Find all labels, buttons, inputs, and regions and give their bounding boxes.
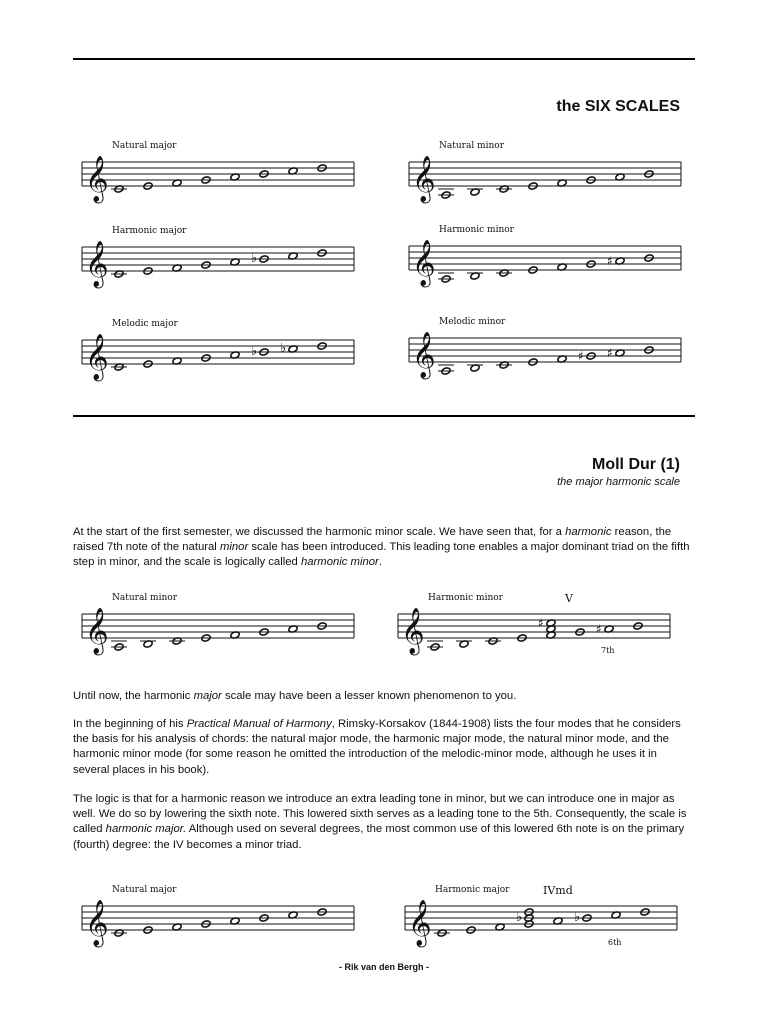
- text-run: Although used on several degrees, the most common use of this lowered 6th note is on the primary (fourth) degree: the IV becomes a minor triad.: [73, 823, 685, 851]
- section-title-moll-dur: Moll Dur (1): [592, 456, 680, 473]
- treble-clef: 𝄞: [85, 334, 109, 380]
- text-run: In the beginning of his: [73, 718, 187, 730]
- scale-label: Harmonic major: [435, 885, 510, 895]
- sharp-sign: ♯: [538, 616, 544, 630]
- emphasis: minor: [219, 541, 249, 554]
- interval-annotation: 6th: [608, 938, 622, 947]
- emphasis: major: [193, 690, 222, 702]
- text-run: At the start of the first semester, we discussed the harmonic minor scale. We have seen that, for a: [73, 526, 566, 538]
- staff-harmonic-minor: [409, 222, 681, 286]
- scale-label: Natural minor: [439, 141, 504, 151]
- example-harmonic-major: [405, 882, 677, 947]
- example-natural-minor: [82, 590, 354, 654]
- sharp-sign: ♯: [607, 346, 613, 360]
- paragraph-intro: [73, 525, 695, 571]
- scale-label: Harmonic minor: [428, 593, 503, 603]
- section-title-six-scales: the SIX SCALES: [556, 98, 680, 115]
- treble-clef: 𝄞: [412, 156, 436, 202]
- flat-sign: ♭: [251, 251, 258, 266]
- treble-clef: 𝄞: [412, 240, 436, 286]
- treble-clef: 𝄞: [412, 332, 436, 378]
- scale-label: Natural major: [112, 141, 177, 151]
- flat-sign: ♭: [516, 910, 523, 925]
- text-run: , Rimsky-Korsakov (1844-1908) lists the four modes that he considers the basis for his analysis of chords: the natural major mode, the harmonic major mode, the natural minor mode, and the harmonic minor mode (for some reason he omitted the introduction of the melodic-minor mode, although he uses it in several places in his book).: [73, 718, 681, 776]
- scale-label: Natural minor: [112, 593, 177, 603]
- text-run: scale has been introduced. This leading tone enables a major dominant triad on the fifth step in minor, and the scale is logically called: [73, 541, 690, 569]
- paragraph-rimsky-korsakov: [73, 717, 695, 778]
- scale-label: Harmonic minor: [439, 225, 514, 235]
- example-natural-major: [82, 882, 354, 946]
- text-run: scale may have been a lesser known phenomenon to you.: [221, 690, 517, 702]
- text-run: The logic is that for a harmonic reason we introduce an extra leading tone in minor, but we can introduce one in major as well. We do so by lowering the sixth note. This lowered sixth serves as a leading tone to the 5th. Consequently, the scale is called: [73, 793, 687, 836]
- sharp-sign: ♯: [578, 349, 584, 363]
- staff-natural-major: [82, 138, 354, 202]
- paragraph-logic: [73, 792, 695, 853]
- flat-sign: ♭: [574, 910, 581, 925]
- treble-clef: 𝄞: [85, 241, 109, 287]
- staff-natural-minor: [409, 138, 681, 202]
- footer-author: - Rik van den Bergh -: [338, 962, 429, 972]
- text-run: reason, the raised 7th note of the natural: [73, 526, 672, 554]
- scale-label: Melodic major: [112, 319, 178, 329]
- interval-annotation: 7th: [601, 646, 615, 655]
- text-run: Until now, the harmonic: [73, 690, 194, 702]
- middle-rule: [73, 415, 695, 417]
- top-rule: [73, 58, 695, 60]
- emphasis: harmonic major.: [105, 823, 187, 836]
- staff-harmonic-major: [82, 223, 354, 287]
- scale-label: Melodic minor: [439, 317, 506, 327]
- flat-sign: ♭: [280, 341, 287, 356]
- paragraph-harmonic-major-intro: [73, 689, 695, 704]
- chord-roman-numeral: V: [565, 592, 573, 605]
- sharp-sign: ♯: [607, 254, 613, 268]
- flat-sign: ♭: [251, 344, 258, 359]
- emphasis: harmonic: [565, 526, 612, 538]
- staff-melodic-major: [82, 316, 354, 380]
- section-subtitle: the major harmonic scale: [557, 476, 680, 488]
- treble-clef: 𝄞: [401, 608, 425, 654]
- chord-roman-numeral: IVmd: [543, 884, 573, 897]
- treble-clef: 𝄞: [85, 156, 109, 202]
- text-run: .: [378, 556, 382, 569]
- treble-clef: 𝄞: [408, 900, 432, 946]
- emphasis: harmonic minor: [300, 556, 379, 569]
- example-harmonic-minor: [398, 590, 670, 655]
- emphasis: Practical Manual of Harmony: [186, 718, 332, 730]
- scale-label: Harmonic major: [112, 226, 187, 236]
- scale-label: Natural major: [112, 885, 177, 895]
- treble-clef: 𝄞: [85, 900, 109, 946]
- sharp-sign: ♯: [596, 622, 602, 636]
- treble-clef: 𝄞: [85, 608, 109, 654]
- staff-melodic-minor: [409, 314, 681, 378]
